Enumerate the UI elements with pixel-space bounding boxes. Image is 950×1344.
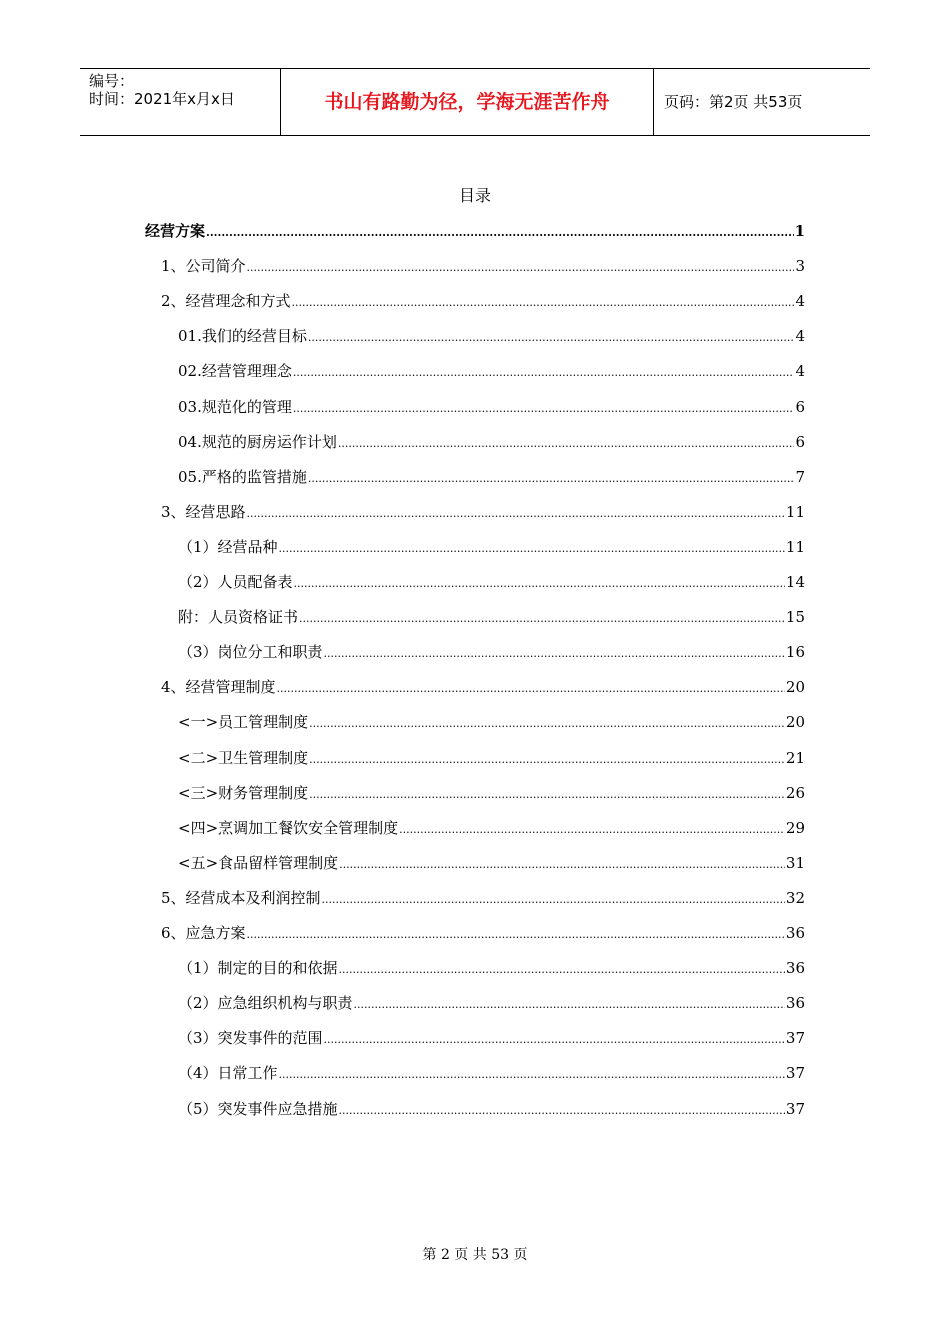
toc-dot-leader [247, 257, 795, 279]
toc-dot-leader [309, 749, 785, 771]
toc-dot-leader [308, 327, 795, 349]
toc-entry[interactable] [178, 396, 805, 418]
time-label: 时间：2021年x月x日 [89, 90, 235, 108]
toc-dot-leader [206, 222, 794, 244]
toc-entry-page: 4 [795, 327, 805, 345]
toc-entry[interactable] [178, 957, 805, 979]
header-page-cell [654, 69, 870, 135]
toc-entry[interactable] [178, 782, 805, 804]
toc-entry-page: 1 [794, 222, 805, 240]
toc-entry-page: 37 [785, 1064, 805, 1082]
toc-dot-leader [324, 1029, 785, 1051]
toc-entry-label: 经营方案 [145, 222, 206, 240]
toc-entry-label: 3、经营思路 [161, 503, 246, 521]
toc-entry-label: 02.经营管理理念 [178, 362, 292, 380]
toc-entry-page: 4 [795, 292, 805, 310]
toc-entry-page: 16 [785, 643, 805, 661]
toc-entry[interactable] [178, 360, 805, 382]
toc-dot-leader [299, 608, 785, 630]
toc-dot-leader [339, 959, 785, 981]
toc-dot-leader [294, 573, 785, 595]
toc-entry-page: 26 [785, 784, 805, 802]
toc-entry-label: （4）日常工作 [178, 1064, 278, 1082]
toc-dot-leader [247, 924, 785, 946]
toc-entry[interactable] [178, 325, 805, 347]
toc-entry-page: 31 [785, 854, 805, 872]
toc-entry[interactable] [145, 220, 805, 242]
toc-entry[interactable] [178, 536, 805, 558]
toc-entry-label: 03.规范化的管理 [178, 398, 292, 416]
toc-entry-label: <二>卫生管理制度 [178, 749, 309, 767]
toc-entry-label: （2）人员配备表 [178, 573, 293, 591]
toc-entry-page: 20 [785, 678, 805, 696]
toc-entry[interactable] [178, 606, 805, 628]
page-footer: 第 2 页 共 53 页 [422, 1247, 528, 1263]
toc-entry-page: 21 [785, 749, 805, 767]
toc-entry-label: （5）突发事件应急措施 [178, 1100, 338, 1118]
toc-entry-label: 1、公司简介 [161, 257, 246, 275]
motto-text: 书山有路勤为径，学海无涯苦作舟 [324, 91, 610, 113]
toc-entry-label: （1）制定的目的和依据 [178, 959, 338, 977]
toc-entry[interactable] [161, 501, 805, 523]
toc-entry[interactable] [161, 290, 805, 312]
toc-entry[interactable] [178, 711, 805, 733]
toc-entry-label: 4、经营管理制度 [161, 678, 276, 696]
toc-entry-page: 3 [795, 257, 805, 275]
toc-dot-leader [277, 678, 785, 700]
toc-entry-label: <三>财务管理制度 [178, 784, 309, 802]
toc-entry[interactable] [178, 817, 805, 839]
toc-entry[interactable] [178, 571, 805, 593]
toc-entry-label: 6、应急方案 [161, 924, 246, 942]
toc-dot-leader [308, 468, 795, 490]
toc-entry-page: 6 [795, 398, 805, 416]
toc-entry-page: 29 [785, 819, 805, 837]
toc-entry-page: 7 [795, 468, 805, 486]
toc-entry-label: 5、经营成本及利润控制 [161, 889, 321, 907]
toc-dot-leader [293, 398, 795, 420]
toc-entry[interactable] [178, 1062, 805, 1084]
toc-entry[interactable] [178, 466, 805, 488]
toc-title: 目录 [458, 186, 491, 205]
toc-entry-page: 4 [795, 362, 805, 380]
toc-entry-label: <四>烹调加工餐饮安全管理制度 [178, 819, 399, 837]
toc-entry-label: （1）经营品种 [178, 538, 278, 556]
toc-entry-label: （3）突发事件的范围 [178, 1029, 323, 1047]
toc-entry[interactable] [178, 1098, 805, 1120]
toc-entry-page: 37 [785, 1100, 805, 1118]
toc-entry-page: 36 [785, 959, 805, 977]
toc-dot-leader [247, 503, 785, 525]
header-meta-cell [80, 69, 281, 135]
toc-entry-page: 36 [785, 924, 805, 942]
toc-dot-leader [399, 819, 785, 841]
toc-dot-leader [293, 362, 795, 384]
toc-entry-page: 15 [785, 608, 805, 626]
toc-dot-leader [339, 854, 785, 876]
toc-entry-page: 20 [785, 713, 805, 731]
number-label: 编号： [89, 72, 135, 90]
page-code: 页码：第2页 共53页 [664, 93, 803, 111]
toc-dot-leader [279, 538, 785, 560]
toc-entry-page: 11 [785, 503, 805, 521]
toc-dot-leader [322, 889, 785, 911]
toc-dot-leader [309, 713, 785, 735]
toc-entry[interactable] [161, 887, 805, 909]
toc-entry-page: 36 [785, 994, 805, 1012]
toc-entry-label: 04.规范的厨房运作计划 [178, 433, 337, 451]
toc-entry-label: 01.我们的经营目标 [178, 327, 307, 345]
toc-entry[interactable] [178, 992, 805, 1014]
toc-entry[interactable] [178, 1027, 805, 1049]
toc-dot-leader [354, 994, 785, 1016]
toc-entry-page: 14 [785, 573, 805, 591]
toc-dot-leader [309, 784, 785, 806]
toc-entry[interactable] [161, 255, 805, 277]
toc-entry-label: （2）应急组织机构与职责 [178, 994, 353, 1012]
toc-entry-label: （3）岗位分工和职责 [178, 643, 323, 661]
toc-entry[interactable] [178, 641, 805, 663]
toc-dot-leader [279, 1064, 785, 1086]
toc-entry[interactable] [178, 852, 805, 874]
toc-entry-label: <一>员工管理制度 [178, 713, 309, 731]
toc-entry-page: 37 [785, 1029, 805, 1047]
toc-entry-page: 6 [795, 433, 805, 451]
toc-entry[interactable] [178, 431, 805, 453]
toc-dot-leader [324, 643, 785, 665]
toc-dot-leader [338, 433, 795, 455]
toc-entry-page: 32 [785, 889, 805, 907]
header-motto-cell [281, 69, 654, 135]
toc-entry-label: 2、经营理念和方式 [161, 292, 291, 310]
toc-dot-leader [339, 1100, 785, 1122]
toc-entry[interactable] [178, 747, 805, 769]
toc-entry-label: <五>食品留样管理制度 [178, 854, 339, 872]
toc-entry-label: 附：人员资格证书 [178, 608, 299, 626]
toc-entry-label: 05.严格的监管措施 [178, 468, 307, 486]
page-header [80, 68, 870, 136]
toc-entry-page: 11 [785, 538, 805, 556]
toc-dot-leader [292, 292, 795, 314]
toc-entry[interactable] [161, 922, 805, 944]
toc-entry[interactable] [161, 676, 805, 698]
